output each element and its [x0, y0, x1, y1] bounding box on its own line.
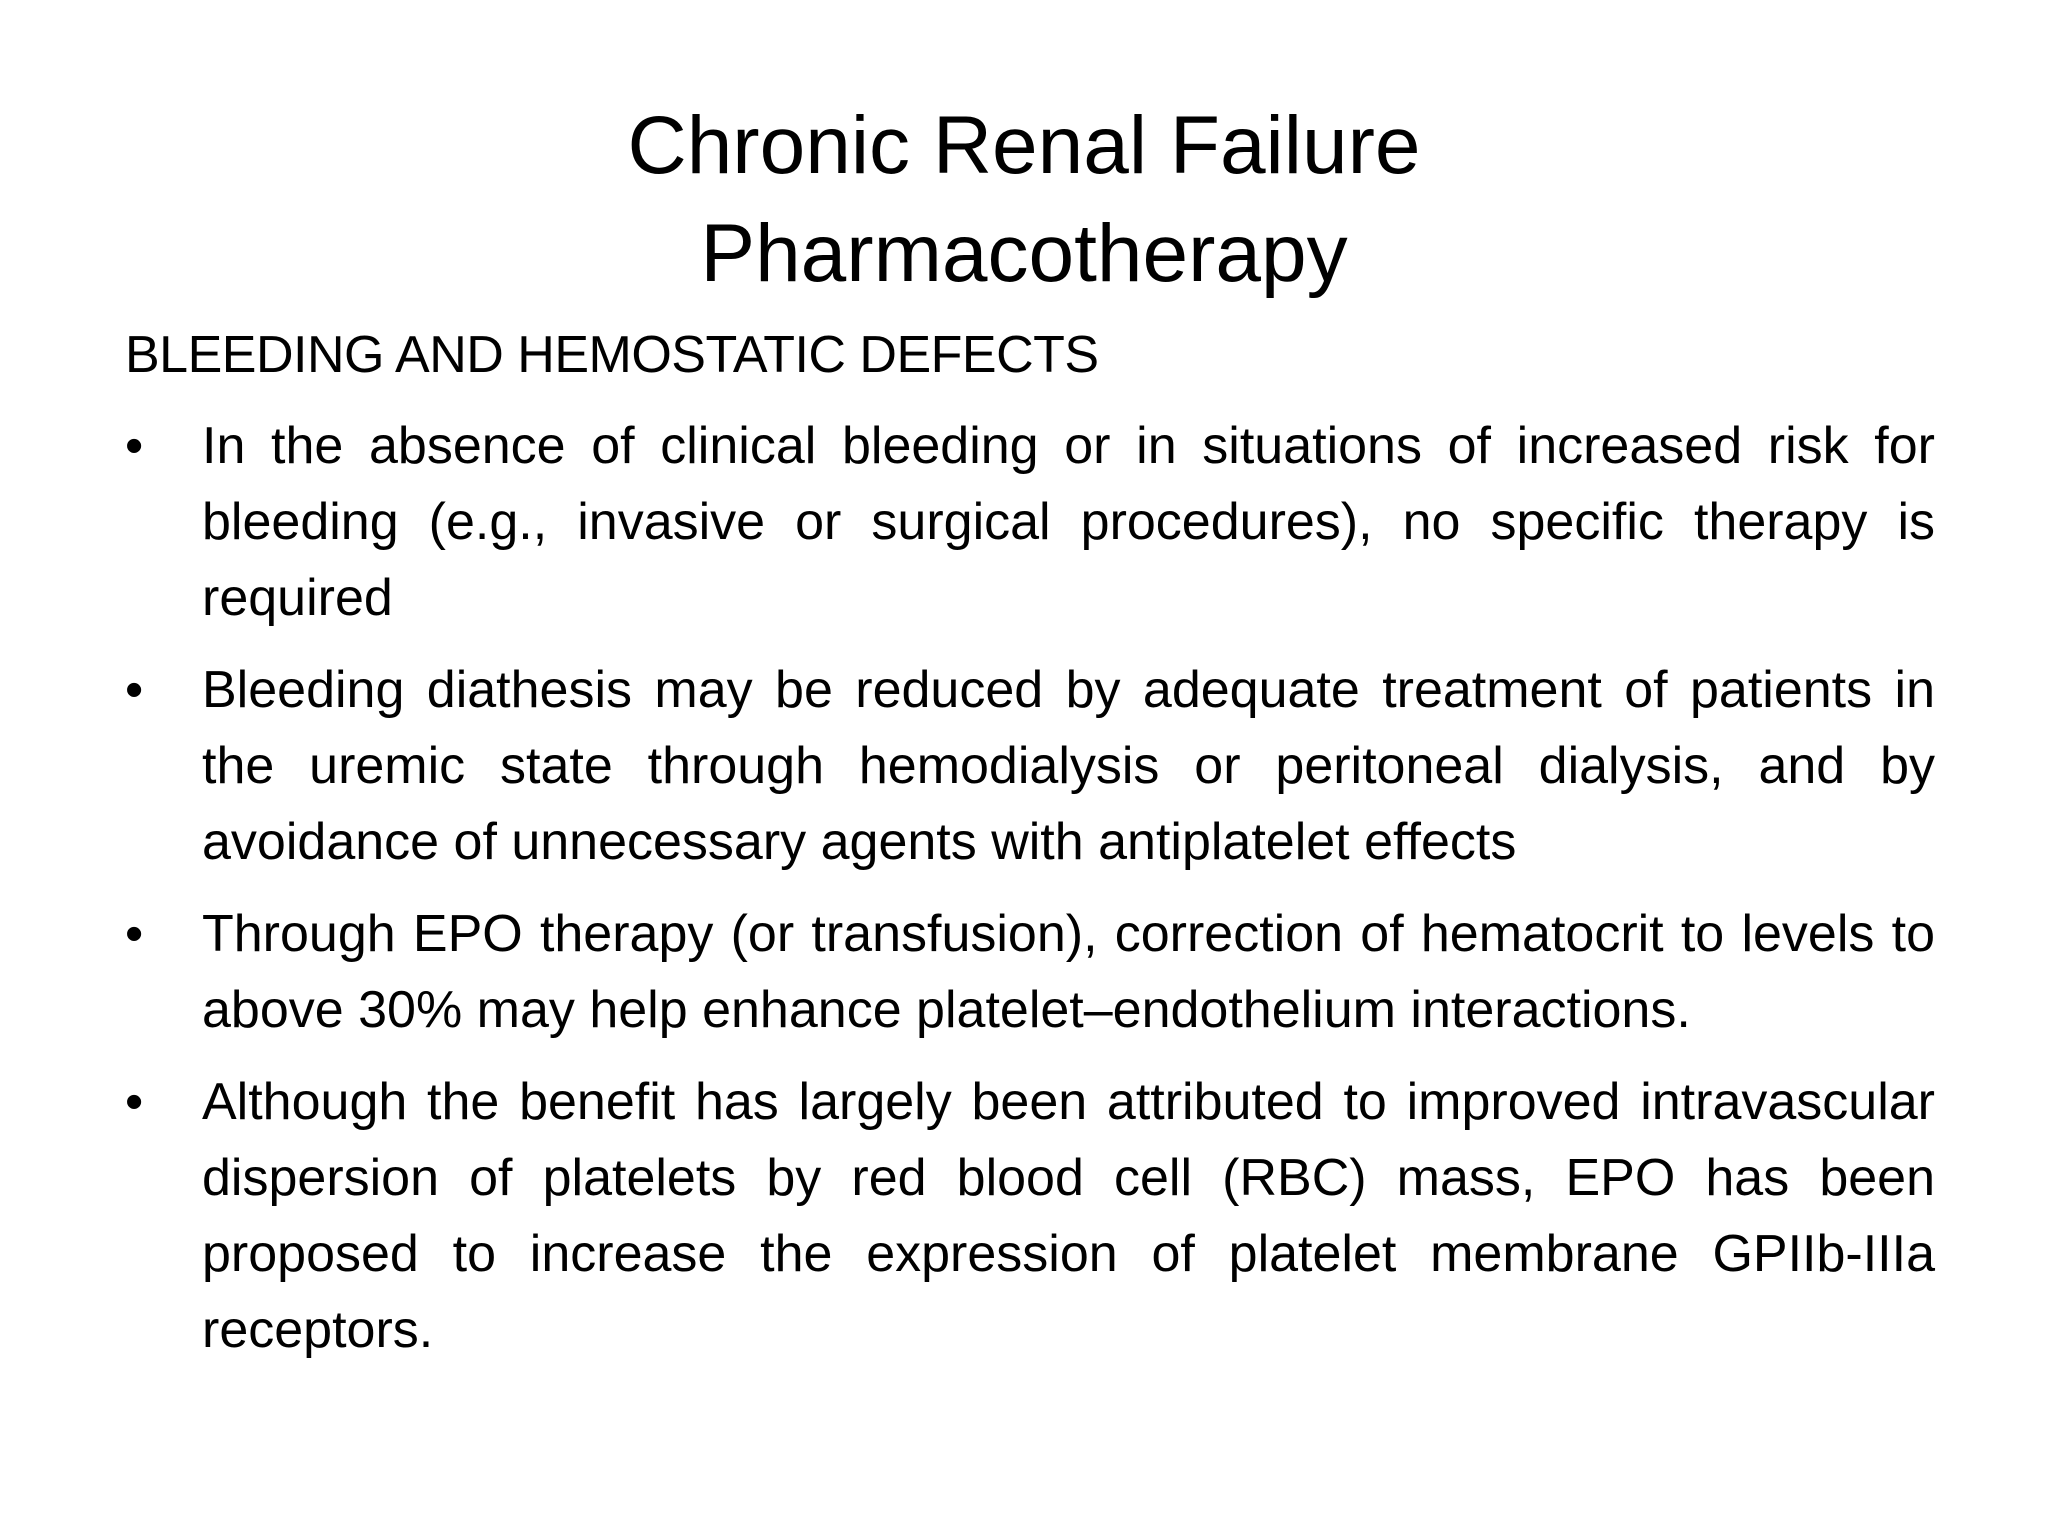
bullet-dot-icon: • — [125, 417, 144, 475]
bullet-list — [125, 408, 1935, 1384]
bullet-item — [125, 408, 1935, 636]
slide-title — [0, 92, 2048, 308]
bullet-text: Through EPO therapy (or transfusion), correction of hematocrit to levels to above 30% may help enhance platelet–endothelium interactions. — [202, 905, 1935, 1039]
bullet-dot-icon: • — [125, 905, 144, 963]
title-line-1: Chronic Renal Failure — [627, 100, 1421, 191]
bullet-item — [125, 1064, 1935, 1368]
bullet-dot-icon: • — [125, 1073, 144, 1131]
bullet-item — [125, 652, 1935, 880]
section-heading: BLEEDING AND HEMOSTATIC DEFECTS — [125, 326, 1099, 384]
title-line-2: Pharmacotherapy — [700, 208, 1348, 299]
bullet-item — [125, 896, 1935, 1048]
bullet-dot-icon: • — [125, 661, 144, 719]
bullet-text: In the absence of clinical bleeding or in situations of increased risk for bleeding (e.g., invasive or surgical procedures), no specific therapy is required — [202, 417, 1935, 627]
bullet-text: Although the benefit has largely been attributed to improved intravascular dispersion of platelets by red blood cell (RBC) mass, EPO has been proposed to increase the expression of platelet membrane GPIIb-IIIa receptors. — [202, 1073, 1935, 1359]
bullet-text: Bleeding diathesis may be reduced by adequate treatment of patients in the uremic state through hemodialysis or peritoneal dialysis, and by avoidance of unnecessary agents with antiplatelet effects — [202, 661, 1935, 871]
